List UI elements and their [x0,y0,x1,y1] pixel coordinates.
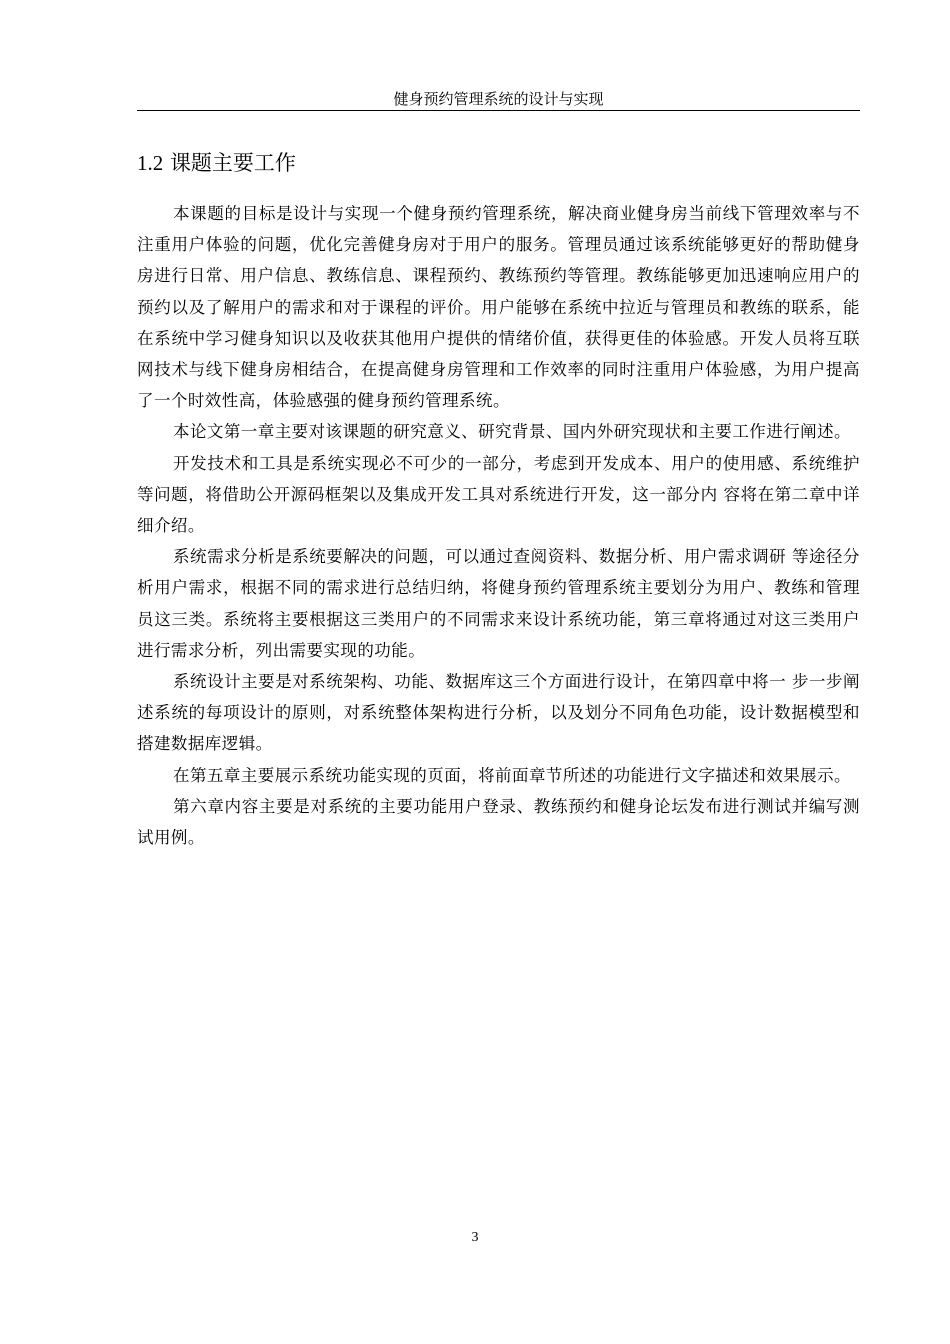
body-text [137,198,860,853]
header-rule [137,110,860,111]
section-number: 1.2 [137,151,164,175]
paragraph-goal: 本课题的目标是设计与实现一个健身预约管理系统，解决商业健身房当前线下管理效率与不注重用户体验的问题，优化完善健身房对于用户的服务。管理员通过该系统能够更好的帮助健身房进行日常、用户信息、教练信息、课程预约、教练预约等管理。教练能够更加迅速响应用户的预约以及了解用户的需求和对于课程的评价。用户能够在系统中拉近与管理员和教练的联系，能在系统中学习健身知识以及收获其他用户提供的情绪价值，获得更佳的体验感。开发人员将互联网技术与线下健身房相结合，在提高健身房管理和工作效率的同时注重用户体验感，为用户提高了一个时效性高，体验感强的健身预约管理系统。 [137,204,860,411]
paragraph-chapter-six: 第六章内容主要是对系统的主要功能用户登录、教练预约和健身论坛发布进行测试并编写测试用例。 [137,796,860,848]
paragraph-chapter-five: 在第五章主要展示系统功能实现的页面，将前面章节所述的功能进行文字描述和效果展示。 [173,765,851,785]
paragraph-chapter-four: 系统设计主要是对系统架构、功能、数据库这三个方面进行设计，在第四章中将一 步一步阐述系统的每项设计的原则，对系统整体架构进行分析，以及划分不同角色功能，设计数据模型和搭建数据库逻辑。 [137,672,860,754]
running-header: 健身预约管理系统的设计与实现 [393,90,604,108]
paragraph-chapter-one: 本论文第一章主要对该课题的研究意义、研究背景、国内外研究现状和主要工作进行阐述。 [173,422,851,442]
paragraph-chapter-two: 开发技术和工具是系统实现必不可少的一部分，考虑到开发成本、用户的使用感、系统维护等问题，将借助公开源码框架以及集成开发工具对系统进行开发，这一部分内 容将在第二章中详细介绍。 [137,453,860,536]
paragraph-chapter-three: 系统需求分析是系统要解决的问题，可以通过查阅资料、数据分析、用户需求调研 等途径分析用户需求，根据不同的需求进行总结归纳，将健身预约管理系统主要划分为用户、教练和管理员这三类。系统将主要根据这三类用户的不同需求来设计系统功能，第三章将通过对这三类用户进行需求分析，列出需要实现的功能。 [137,547,860,660]
page-number: 3 [471,1230,479,1245]
section-title-text: 课题主要工作 [169,151,296,175]
section-heading [137,148,296,178]
